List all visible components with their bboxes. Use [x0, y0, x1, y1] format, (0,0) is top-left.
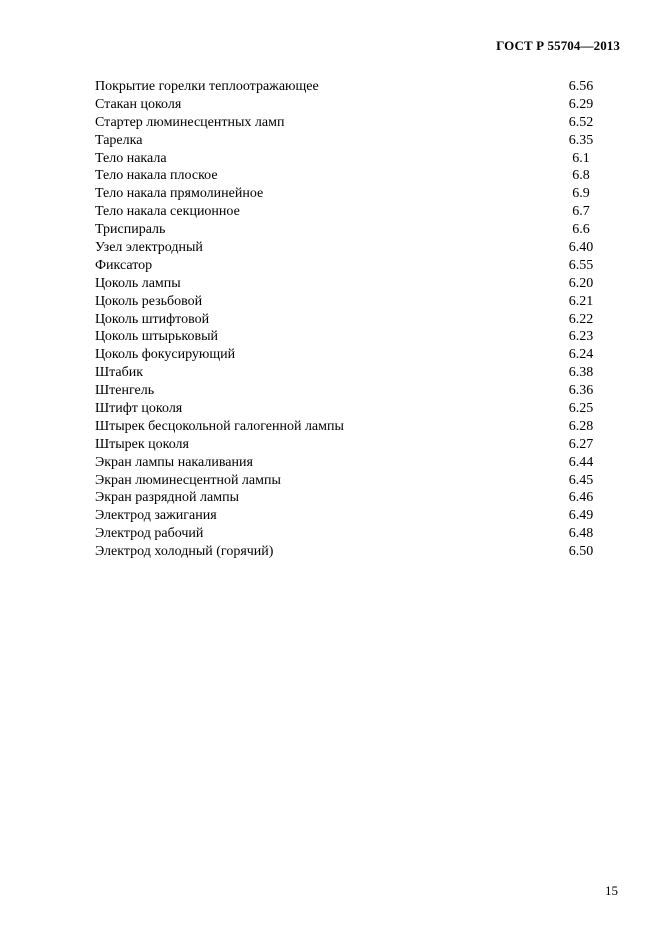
index-entry: [95, 311, 603, 329]
index-term: Экран разрядной лампы: [95, 490, 239, 506]
index-term: Штырек бесцокольной галогенной лампы: [95, 418, 344, 434]
index-ref: 6.24: [568, 347, 594, 363]
index-entry: [95, 418, 603, 436]
page-number: 15: [605, 883, 618, 898]
index-term: Электрод зажигания: [95, 508, 217, 524]
index-term: Цоколь резьбовой: [95, 293, 203, 309]
index-ref: 6.6: [572, 222, 590, 238]
index-ref: 6.22: [568, 311, 594, 327]
index-term: Экран люминесцентной лампы: [95, 472, 281, 488]
index-term: Узел электродный: [95, 240, 203, 256]
index-entry: [95, 167, 603, 185]
index-entry: [95, 543, 603, 561]
index-ref: 6.7: [572, 204, 590, 220]
index-term: Штенгель: [95, 383, 155, 399]
index-term: Покрытие горелки теплоотражающее: [95, 79, 319, 94]
index-ref: 6.9: [572, 186, 590, 202]
index-ref: 6.48: [568, 526, 594, 542]
index-entry: [95, 293, 603, 311]
index-entry: [95, 400, 603, 418]
index-entry: [95, 203, 603, 221]
index-entry: [95, 382, 603, 400]
index-entry: [95, 454, 603, 472]
index-ref: 6.50: [568, 544, 594, 560]
index-term: Тело накала плоское: [95, 168, 218, 184]
index-term: Цоколь лампы: [95, 275, 181, 291]
index-ref: 6.20: [568, 275, 594, 291]
index-ref: 6.40: [568, 240, 594, 256]
index-entry: [95, 328, 603, 346]
index-term: Стартер люминесцентных ламп: [95, 114, 285, 130]
index-ref: 6.44: [568, 454, 594, 470]
index-entry: [95, 364, 603, 382]
index-term: Цоколь фокусирующий: [95, 347, 236, 363]
index-entry: [95, 436, 603, 454]
index-term: Тело накала прямолинейное: [95, 186, 264, 202]
index-entry: [95, 185, 603, 203]
index-term: Штабик: [95, 365, 144, 381]
index-ref: 6.46: [568, 490, 594, 506]
index-ref: 6.49: [568, 508, 594, 524]
index-entry: [95, 132, 603, 150]
term-index-list: [95, 78, 603, 561]
index-entry: [95, 257, 603, 275]
index-entry: [95, 472, 603, 490]
index-term: Электрод холодный (горячий): [95, 544, 274, 560]
index-ref: 6.8: [572, 168, 590, 184]
index-ref: 6.25: [568, 401, 594, 417]
index-term: Тело накала: [95, 150, 167, 166]
index-term: Триспираль: [95, 222, 166, 238]
index-ref: 6.36: [568, 383, 594, 399]
index-term: Цоколь штифтовой: [95, 311, 210, 327]
index-ref: 6.55: [568, 257, 594, 273]
index-ref: 6.56: [568, 79, 594, 94]
index-entry: [95, 275, 603, 293]
index-ref: 6.52: [568, 114, 594, 130]
index-entry: [95, 114, 603, 132]
index-entry: [95, 150, 603, 168]
index-entry: [95, 239, 603, 257]
index-ref: 6.21: [568, 293, 594, 309]
index-entry: [95, 346, 603, 364]
index-entry: [95, 489, 603, 507]
index-entry: [95, 507, 603, 525]
index-ref: 6.38: [568, 365, 594, 381]
index-ref: 6.23: [568, 329, 594, 345]
index-term: Фиксатор: [95, 257, 153, 273]
index-ref: 6.35: [568, 132, 594, 148]
index-term: Тело накала секционное: [95, 204, 240, 220]
index-term: Штырек цоколя: [95, 436, 189, 452]
index-ref: 6.1: [572, 150, 590, 166]
document-code: ГОСТ Р 55704—2013: [496, 38, 620, 53]
index-entry: [95, 525, 603, 543]
index-entry: [95, 96, 603, 114]
index-term: Тарелка: [95, 132, 143, 148]
index-term: Штифт цоколя: [95, 401, 183, 417]
index-entry: [95, 78, 603, 96]
index-term: Стакан цоколя: [95, 96, 182, 112]
index-term: Экран лампы накаливания: [95, 454, 253, 470]
index-entry: [95, 221, 603, 239]
index-ref: 6.29: [568, 96, 594, 112]
index-term: Электрод рабочий: [95, 526, 204, 542]
index-term: Цоколь штырьковый: [95, 329, 218, 345]
index-ref: 6.45: [568, 472, 594, 488]
index-ref: 6.27: [568, 436, 594, 452]
index-ref: 6.28: [568, 418, 594, 434]
